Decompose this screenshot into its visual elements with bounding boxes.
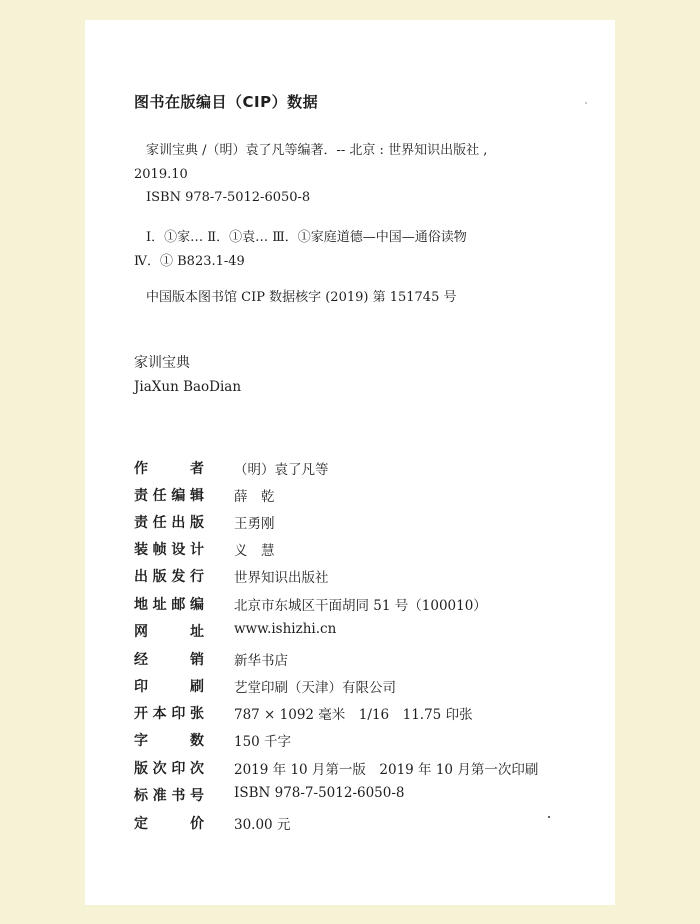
cip-classification-number: Ⅳ．① B823.1-49 (134, 254, 245, 269)
detail-label: 责任编辑 (134, 488, 204, 504)
cip-date: 2019.10 (134, 167, 188, 182)
detail-label: 标准书号 (134, 788, 204, 804)
detail-label: 经销 (134, 652, 204, 668)
detail-value: （明）袁了凡等 (234, 462, 329, 478)
detail-label: 开本印张 (134, 706, 204, 722)
detail-value: 2019 年 10 月第一版 2019 年 10 月第一次印刷 (234, 762, 539, 778)
detail-value: 薛 乾 (234, 489, 275, 505)
detail-value: ISBN 978-7-5012-6050-8 (234, 785, 405, 801)
detail-label: 版次印次 (134, 761, 204, 777)
detail-value: 世界知识出版社 (234, 570, 329, 586)
cip-title: 图书在版编目（CIP）数据 (134, 93, 319, 111)
paper-speck (548, 816, 550, 818)
detail-value: 北京市东城区干面胡同 51 号（100010） (234, 598, 487, 614)
detail-value: 王勇刚 (234, 516, 275, 532)
paper-speck (585, 102, 587, 104)
detail-label: 网址 (134, 624, 204, 640)
copyright-page (85, 20, 615, 905)
cip-record-line: 家训宝典 /（明）袁了凡等编著．-- 北京 : 世界知识出版社 , (146, 143, 488, 158)
book-title: 家训宝典 (134, 355, 190, 371)
detail-value: 艺堂印刷（天津）有限公司 (234, 680, 396, 696)
detail-value: 787 × 1092 毫米 1/16 11.75 印张 (234, 707, 473, 723)
detail-label: 作者 (134, 461, 204, 477)
detail-label: 印刷 (134, 679, 204, 695)
detail-label: 责任出版 (134, 515, 204, 531)
cip-isbn: ISBN 978-7-5012-6050-8 (146, 190, 311, 205)
cip-classification: Ⅰ．①家… Ⅱ．①袁… Ⅲ．①家庭道德—中国—通俗读物 (146, 230, 467, 245)
detail-label: 定价 (134, 816, 204, 832)
detail-label: 装帧设计 (134, 542, 204, 558)
detail-value: 150 千字 (234, 734, 292, 750)
detail-label: 出版发行 (134, 569, 204, 585)
detail-value: www.ishizhi.cn (234, 621, 337, 637)
detail-value: 30.00 元 (234, 817, 291, 833)
detail-value: 新华书店 (234, 653, 288, 669)
detail-label: 字数 (134, 733, 204, 749)
detail-label: 地址邮编 (134, 597, 204, 613)
book-title-pinyin: JiaXun BaoDian (134, 379, 242, 395)
detail-value: 义 慧 (234, 543, 275, 559)
cip-record-number: 中国版本图书馆 CIP 数据核字 (2019) 第 151745 号 (146, 290, 457, 305)
